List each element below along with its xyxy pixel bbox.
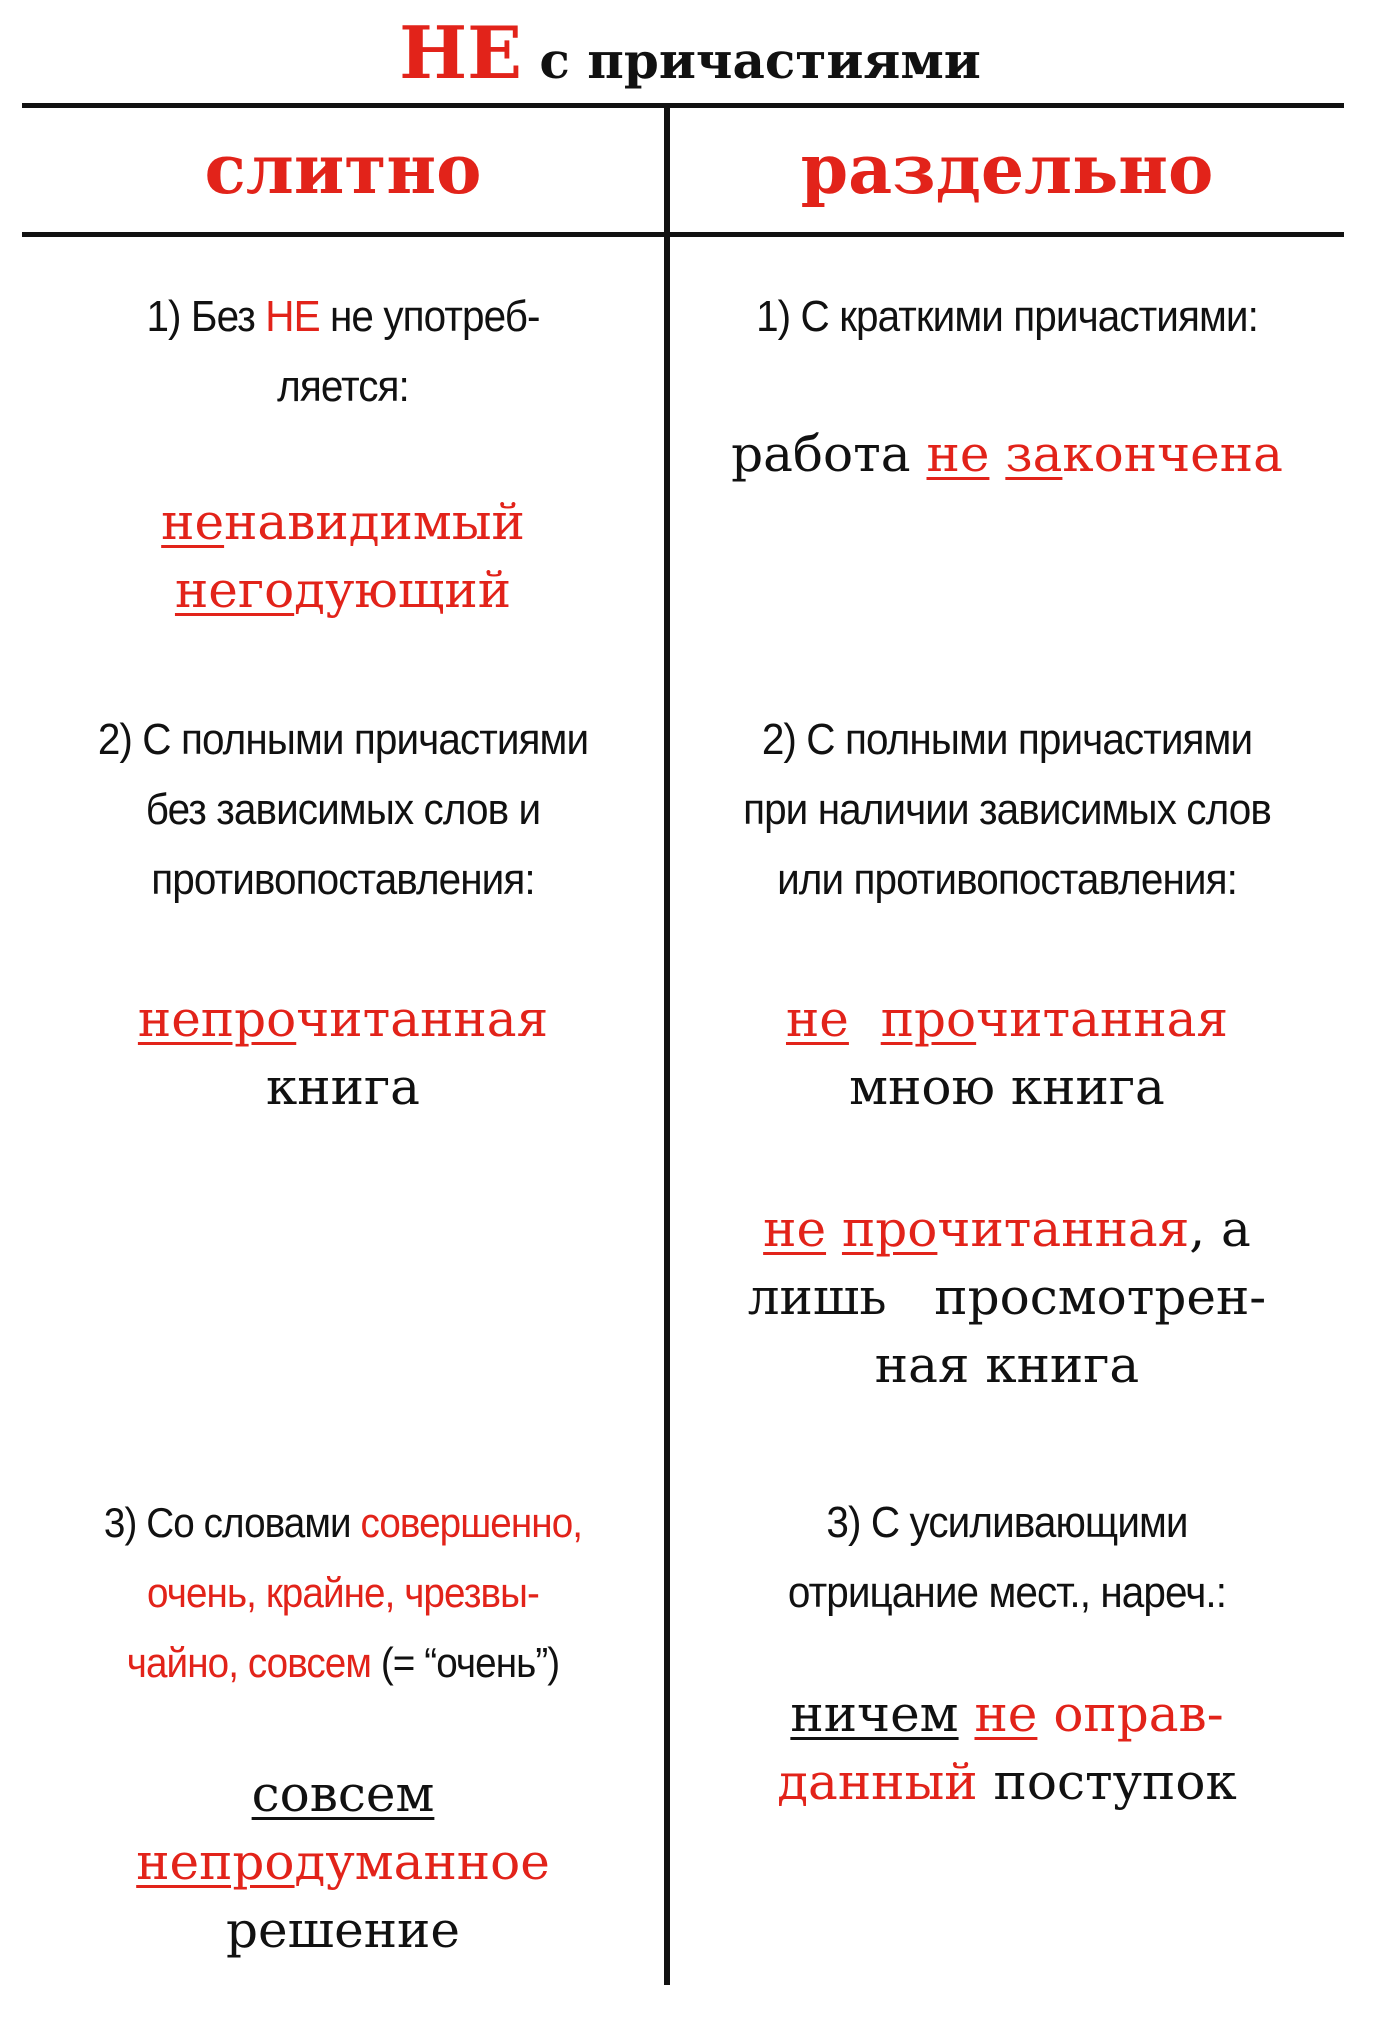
left-rule-3-a: 3) Со словами [103,1499,351,1546]
left-rule-3-red2: очень, крайне, чрезвы- [147,1569,539,1616]
right-ex4-o: оправ- [1053,1685,1224,1743]
left-ex3-l1: совсем [251,1765,435,1823]
left-rule-3 [48,1488,639,1698]
left-rule-1 [48,282,639,422]
left-ex2-l2: книга [266,1058,420,1116]
left-ex1-w2-rest: дующий [294,561,512,619]
right-ex3-ne: не [763,1200,827,1258]
column-header-right: раздельно [800,130,1214,210]
right-ex2-ne: не [785,990,849,1048]
right-rule-3-l2: отрицание мест., нареч.: [787,1568,1227,1617]
left-ex3-l3: решение [226,1901,460,1959]
left-rule-2-l3: противопоставления: [151,855,535,904]
left-ex1-w1-ne: не [161,493,225,551]
left-example-1 [22,488,664,624]
right-rule-1 [697,282,1317,352]
right-rule-2 [697,705,1317,915]
right-rule-2-l3: или противопоставления: [777,855,1237,904]
right-ex3-rest: читанная [937,1200,1190,1258]
left-rule-1-a: 1) Без [146,292,255,341]
header-rule [22,232,1344,237]
right-example-1 [670,420,1344,488]
left-rule-2-l2: без зависимых слов и [145,785,541,834]
right-ex3-a: , а [1189,1200,1251,1258]
right-ex1-rest: кончена [1062,425,1283,483]
left-ex1-w2-ne: него [174,561,295,619]
left-example-3 [22,1760,664,1964]
right-ex1-sp [989,425,1005,483]
left-ex2-rest: читанная [296,990,549,1048]
left-rule-1-b: не употреб- [329,292,540,341]
right-ex1-z: за [1005,425,1063,483]
title-rest: с причастиями [539,31,981,90]
right-example-4 [670,1680,1344,1816]
left-ex2-ne: непро [137,990,297,1048]
right-ex1-a: работа [731,425,911,483]
right-ex1-ne: не [926,425,990,483]
right-ex4-l2-red: данный [777,1753,978,1811]
column-header-left: слитно [204,130,482,210]
right-ex3-p: про [841,1200,938,1258]
left-rule-3-b: (= “очень”) [380,1639,560,1686]
right-ex2-rest: читанная [976,990,1228,1048]
left-ex3-rest: думанное [294,1833,550,1891]
right-rule-3 [697,1488,1317,1628]
right-ex4-a: ничем [790,1685,959,1743]
left-example-2 [22,985,664,1121]
title-ne: НЕ [399,10,522,95]
right-ex3-l2: лишь просмотрен- [747,1268,1267,1326]
right-ex4-l2: поступок [993,1753,1237,1811]
left-rule-1-ne: НЕ [265,292,320,341]
left-rule-2 [48,705,639,915]
right-example-3 [670,1195,1344,1399]
right-example-2 [670,985,1344,1121]
left-ex3-ne: непро [136,1833,295,1891]
right-rule-2-l2: при наличии зависимых слов [743,785,1271,834]
right-rule-3-l1: 3) С усиливающими [826,1498,1188,1547]
page-title [0,8,1380,106]
right-ex4-ne: не [974,1685,1038,1743]
left-rule-2-l1: 2) С полными причастиями [97,715,589,764]
left-ex1-w1-rest: навидимый [224,493,525,551]
right-rule-1-l1: 1) С краткими причастиями: [756,292,1258,341]
left-rule-3-red1: совершенно, [360,1499,583,1546]
right-ex3-l3: ная книга [874,1336,1140,1394]
right-ex2-p: про [880,990,977,1048]
left-rule-1-c: ляется: [277,362,409,411]
right-rule-2-l1: 2) С полными причастиями [761,715,1253,764]
right-ex2-l2: мною книга [849,1058,1165,1116]
left-rule-3-red3: чайно, совсем [126,1639,372,1686]
